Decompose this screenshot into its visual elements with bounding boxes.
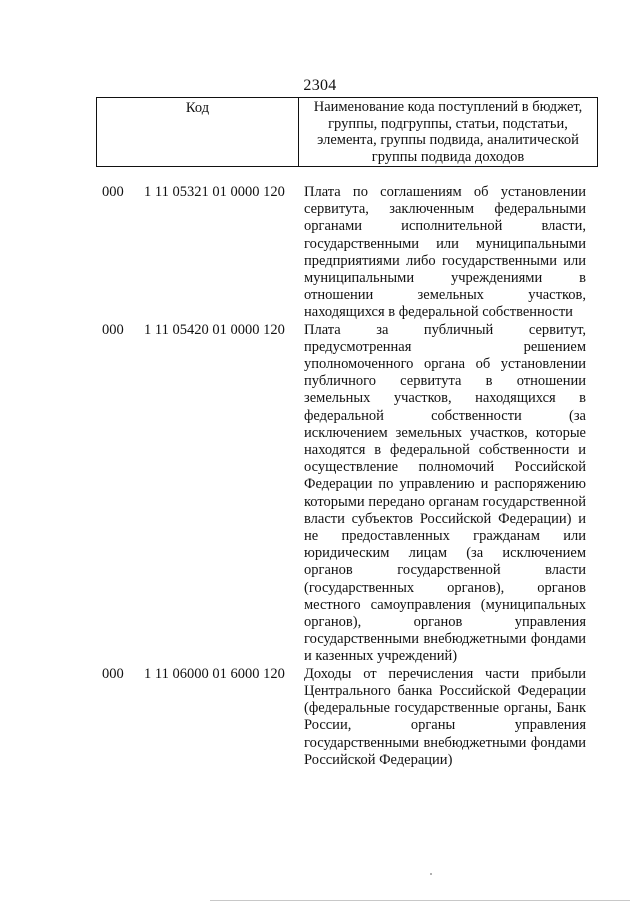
revenue-description: Плата по соглашениям об установлении сервитута, заключенным федеральными органами исполнительной власти, государственными или муниципальными предприятиями либо государственными или муниципальными учреждениями в отношении земельных участков, находящихся в федеральной собственности xyxy=(304,184,586,321)
admin-code: 000 xyxy=(102,321,124,338)
table-row xyxy=(0,322,640,666)
table-row xyxy=(0,184,640,322)
page-number: 2304 xyxy=(303,77,337,94)
admin-code: 000 xyxy=(102,665,124,682)
table-row xyxy=(0,666,640,769)
revenue-code: 1 11 06000 01 6000 120 xyxy=(144,665,285,682)
scan-edge-line xyxy=(210,900,630,901)
header-name-cell: Наименование кода поступлений в бюджет, группы, подгруппы, статьи, подстатьи, элемента, группы подвида, аналитической группы подвида доходов xyxy=(313,99,583,166)
revenue-description: Доходы от перечисления части прибыли Центрального банка Российской Федерации (федеральные государственные органы, Банк России, органы управления государственными внебюджетными фондами Российской Федерации) xyxy=(304,665,586,768)
revenue-code: 1 11 05420 01 0000 120 xyxy=(144,321,285,338)
revenue-description: Плата за публичный сервитут, предусмотренная решением уполномоченного органа об установлении публичного сервитута в отношении земельных участков, находящихся в федеральной собственности (за исключением земельных участков, которые находятся в федеральной собственности и осуществление полномочий Российской Федерации по управлению и распоряжению которыми передано органам государственной власти субъектов Российской Федерации) и не предоставленных гражданам или юридическим лицам (за исключением органов государственной власти (государственных органов), органов местного самоуправления (муниципальных органов), органов управления государственными внебюджетными фондами и казенных учреждений) xyxy=(304,321,586,665)
table-header xyxy=(96,97,598,167)
revenue-code-list xyxy=(0,184,640,769)
scan-speck xyxy=(430,873,432,875)
revenue-code: 1 11 05321 01 0000 120 xyxy=(144,184,285,200)
admin-code: 000 xyxy=(102,184,124,200)
header-code-cell: Код xyxy=(97,98,299,166)
